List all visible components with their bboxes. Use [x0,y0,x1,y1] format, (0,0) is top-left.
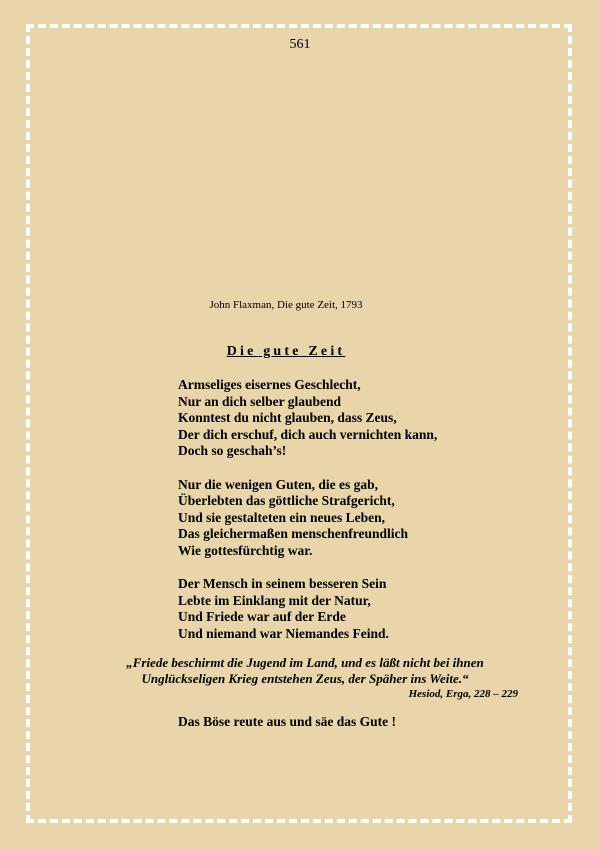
poem-line: Nur an dich selber glaubend [178,393,342,409]
stanza-2 [178,477,437,560]
poem-line: Und sie gestalteten ein neues Leben, [178,509,385,525]
poem-line: Konntest du nicht glauben, dass Zeus, [178,410,397,426]
quote-source: Hesiod, Erga, 228 – 229 [408,688,518,700]
stanza-3 [178,576,437,642]
poem-line: Überlebten das göttliche Strafgericht, [178,493,395,509]
poem-line: Das gleichermaßen menschenfreundlich [178,526,408,542]
image-caption: John Flaxman, Die gute Zeit, 1793 [209,299,363,311]
closing-line: Das Böse reute aus und säe das Gute ! [178,714,397,729]
poem-line: Der Mensch in seinem besseren Sein [178,576,387,592]
poem-line: Wie gottesfürchtig war. [178,542,313,558]
poem-line: Und niemand war Niemandes Feind. [178,625,389,641]
poem-line: Armseliges eisernes Geschlecht, [178,377,361,392]
poem-line: Nur die wenigen Guten, die es gab, [178,476,379,492]
quote-line: „Friede beschirmt die Jugend im Land, und es läßt nicht bei ihnen [126,655,484,670]
poem-line: Doch so geschah’s! [178,443,287,459]
poem-title: Die gute Zeit [226,344,346,359]
poem-line: Und Friede war auf der Erde [178,609,346,625]
poem-body [178,377,437,659]
page-number: 561 [289,37,311,52]
poem-line: Der dich erschuf, dich auch vernichten kann, [178,426,438,442]
stanza-1 [178,377,437,460]
poem-line: Lebte im Einklang mit der Natur, [178,592,371,608]
hesiod-quote [90,655,520,701]
quote-line: Unglückseligen Krieg entstehen Zeus, der Späher ins Weite.“ [141,671,469,686]
